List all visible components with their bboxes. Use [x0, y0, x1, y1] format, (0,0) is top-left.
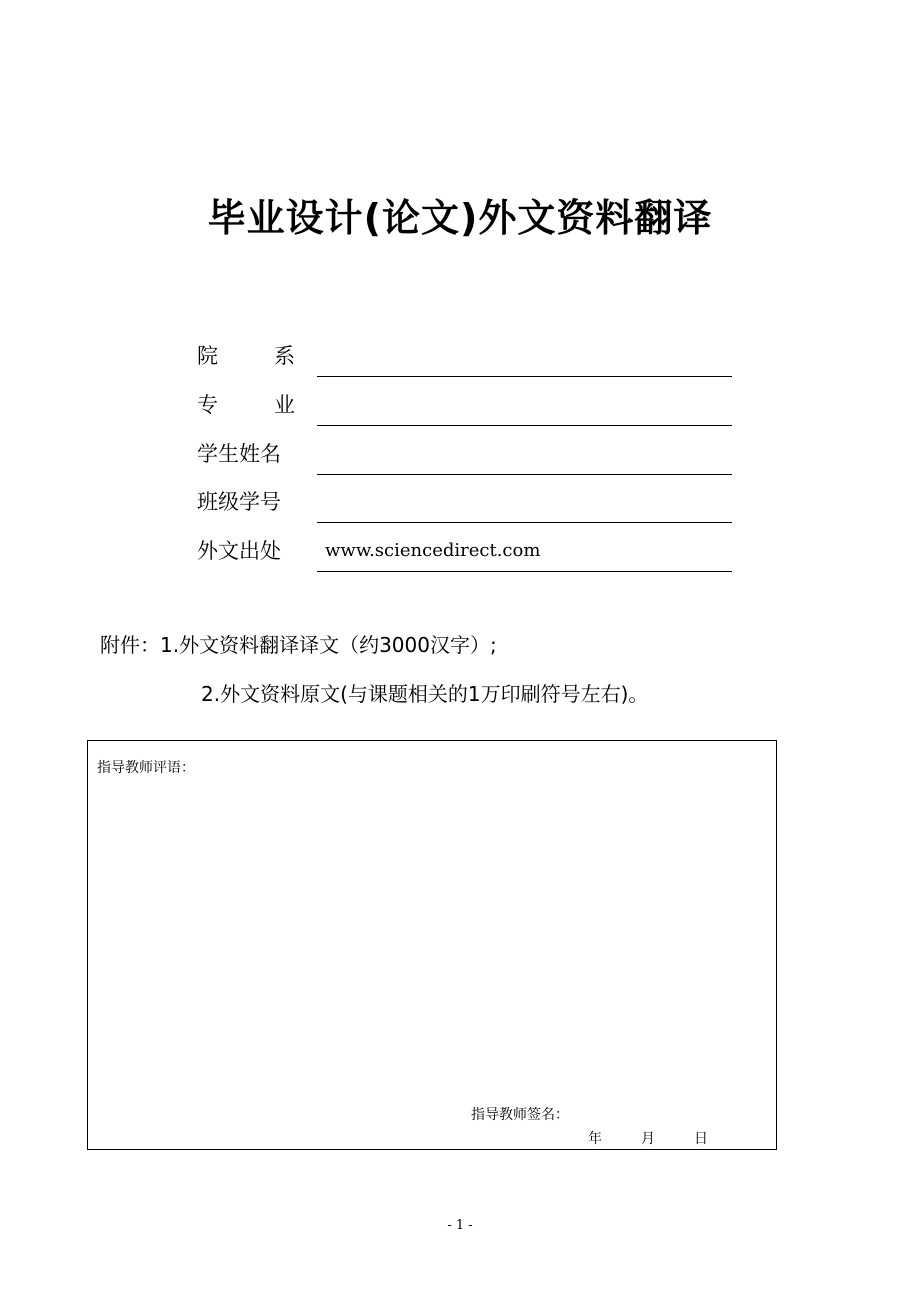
date-row	[588, 1129, 708, 1149]
field-label-char: 院	[197, 344, 218, 368]
advisor-signature-label: 指导教师签名：	[471, 1107, 569, 1123]
field-label-source: 外文出处	[197, 539, 281, 563]
document-title: 毕业设计(论文)外文资料翻译	[207, 196, 713, 240]
field-label-class-id: 班级学号	[197, 490, 281, 514]
major-field[interactable]	[317, 385, 732, 426]
advisor-comment-label: 指导教师评语：	[97, 760, 195, 776]
department-field[interactable]	[317, 336, 732, 377]
field-label-major	[197, 391, 295, 419]
field-label-char: 业	[274, 393, 295, 417]
field-row-department	[197, 336, 737, 376]
page-number: - 1 -	[447, 1218, 473, 1233]
attachment-line-2: 2.外文资料原文(与课题相关的1万印刷符号左右)。	[201, 682, 649, 706]
field-row-student-name	[197, 434, 737, 474]
field-row-major	[197, 385, 737, 425]
date-month-label: 月	[641, 1131, 655, 1147]
attachment-line-1: 附件：1.外文资料翻译译文（约3000汉字）;	[100, 633, 497, 657]
source-value: www.sciencedirect.com	[325, 540, 541, 561]
field-row-class-id	[197, 482, 737, 522]
student-name-field[interactable]	[317, 434, 732, 475]
field-row-source	[197, 531, 737, 571]
field-label-department	[197, 342, 295, 370]
field-label-char: 专	[197, 393, 218, 417]
date-day-label: 日	[694, 1131, 708, 1147]
field-label-char: 系	[274, 344, 295, 368]
source-field[interactable]	[317, 531, 732, 572]
class-id-field[interactable]	[317, 482, 732, 523]
field-label-student-name: 学生姓名	[197, 442, 281, 466]
advisor-comment-box[interactable]	[87, 740, 777, 1150]
date-year-label: 年	[588, 1131, 602, 1147]
